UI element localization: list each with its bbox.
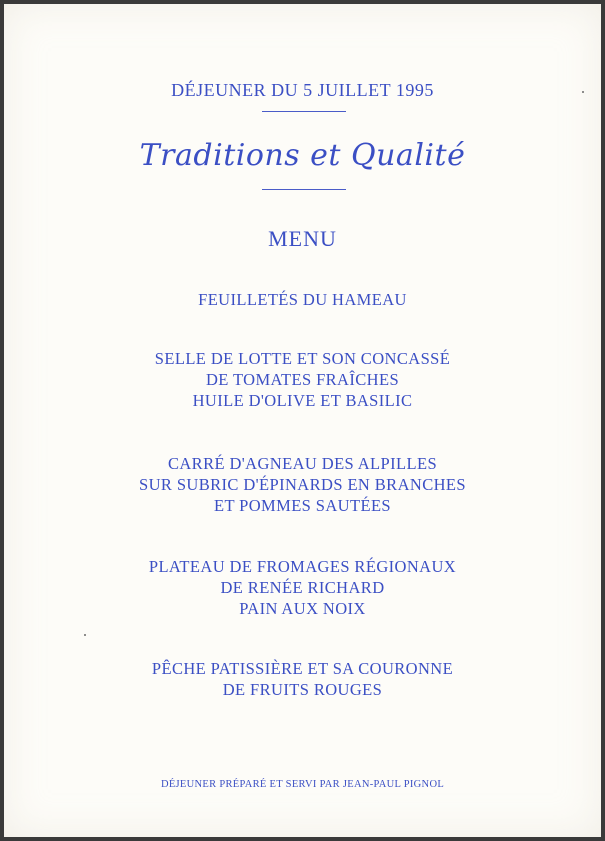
menu-title: MENU bbox=[268, 226, 337, 251]
course-line: FEUILLETÉS DU HAMEAU bbox=[198, 290, 407, 309]
course-line: ET POMMES SAUTÉES bbox=[213, 496, 392, 515]
course-line: PÊCHE PATISSIÈRE ET SA COURONNE bbox=[151, 659, 454, 678]
traditions-subtitle: Traditions et Qualité bbox=[139, 138, 466, 173]
course-3 bbox=[4, 453, 601, 516]
course-2 bbox=[4, 348, 601, 411]
menu-card bbox=[4, 4, 601, 837]
chef-credit: DÉJEUNER PRÉPARÉ ET SERVI PAR JEAN-PAUL PIGNOL bbox=[160, 779, 445, 790]
paper-speck bbox=[84, 634, 86, 636]
course-line: CARRÉ D'AGNEAU DES ALPILLES bbox=[167, 454, 438, 473]
course-line: DE FRUITS ROUGES bbox=[222, 680, 383, 699]
course-line: SELLE DE LOTTE ET SON CONCASSÉ bbox=[154, 349, 451, 368]
course-1 bbox=[4, 289, 601, 310]
course-line: HUILE D'OLIVE ET BASILIC bbox=[192, 391, 413, 410]
divider-top bbox=[262, 111, 346, 112]
course-5 bbox=[4, 658, 601, 700]
course-4 bbox=[4, 556, 601, 619]
divider-bottom bbox=[262, 189, 346, 190]
paper-speck bbox=[582, 91, 584, 93]
course-line: PLATEAU DE FROMAGES RÉGIONAUX bbox=[148, 557, 457, 576]
course-line: SUR SUBRIC D'ÉPINARDS EN BRANCHES bbox=[139, 475, 466, 494]
course-line: PAIN AUX NOIX bbox=[239, 599, 366, 618]
lunch-date-heading: DÉJEUNER DU 5 JUILLET 1995 bbox=[171, 80, 434, 100]
course-line: DE TOMATES FRAÎCHES bbox=[205, 370, 400, 389]
course-line: DE RENÉE RICHARD bbox=[220, 578, 385, 597]
